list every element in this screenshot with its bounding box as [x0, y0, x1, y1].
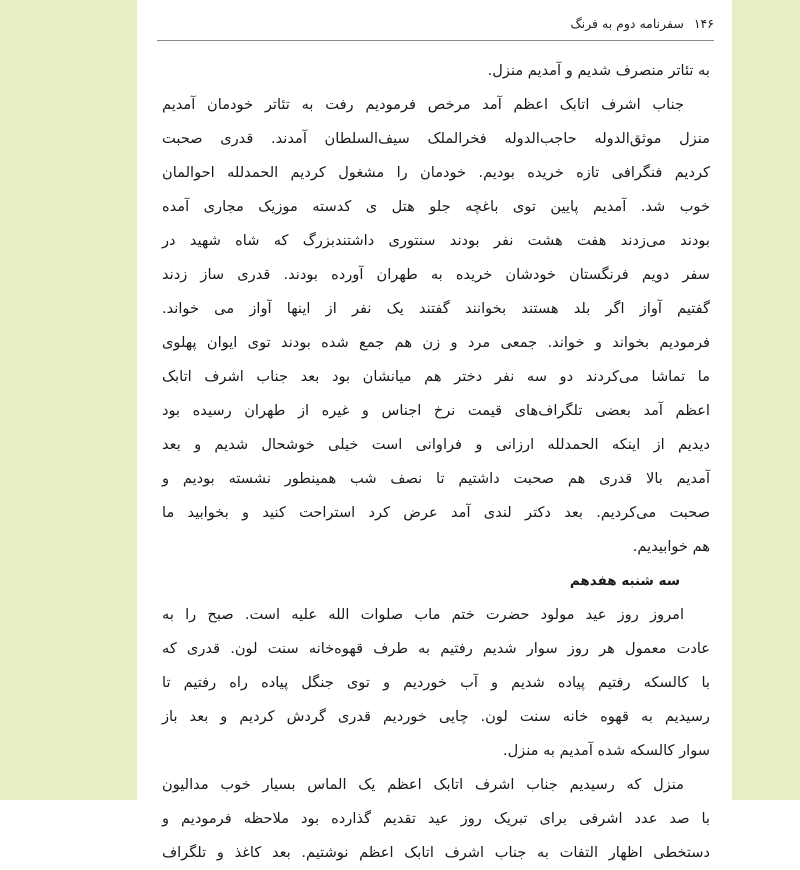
page-number: ۱۴۶: [693, 16, 714, 31]
text-line: هم خوابیدیم.: [632, 538, 710, 555]
page-margin-right: [732, 0, 800, 800]
book-page: [137, 0, 732, 861]
text-line: صحبت می‌کردیم. بعد دکتر لندی آمد عرض کرد استراحت کنید و بخوابید ما: [162, 504, 710, 521]
text-line: بودند می‌زدند هفت هشت نفر بودند سنتوری داشتندبزرگ که شاه شهید در: [162, 232, 710, 249]
text-line: امروز روز عید مولود حضرت ختم ماب صلوات الله علیه است. صبح را به: [162, 606, 684, 623]
running-header: [157, 16, 714, 31]
text-line: خوب شد. آمدیم پایین توی باغچه جلو هتل ی کدسته موزیک مجاری آمده: [162, 198, 710, 215]
text-line: منزل موثق‌الدوله حاجب‌الدوله فخرالملک سیف‌السلطان آمدند. قدری صحبت: [162, 130, 710, 147]
running-title: سفرنامه دوم به فرنگ: [570, 16, 684, 31]
section-heading: سه شنبه هفدهم: [569, 573, 680, 589]
text-line: آمدیم بالا قدری هم صحبت داشتیم تا نصف شب همینطور نشسته بودیم و: [162, 470, 710, 487]
text-line: جناب اشرف اتابک اعظم آمد مرخص فرمودیم رفت به تئاتر خودمان آمدیم: [162, 96, 684, 113]
text-line: عادت معمول هر روز سوار شدیم رفتیم به طرف قهوه‌خانه سنت لون. قدری که: [162, 640, 710, 657]
text-line: به تئاتر منصرف شدیم و آمدیم منزل.: [487, 62, 710, 79]
text-line: منزل که رسیدیم جناب اشرف اتابک اعظم یک الماس بسیار خوب مدالیون: [162, 776, 684, 793]
text-line: رسیدیم به قهوه خانه سنت لون. چایی خوردیم قدری گردش کردیم و بعد باز: [162, 708, 710, 725]
text-line: گفتیم آواز اگر بلد هستند بخوانند گفتند یک نفر از اینها آواز می خواند.: [162, 300, 710, 317]
text-line: ما تماشا می‌کردند دو سه نفر دختر هم میانشان بود بعد جناب اشرف اتابک: [162, 368, 710, 385]
text-line: فرمودیم بخواند و خواند. جمعی مرد و زن هم جمع شده بودند توی ایوان پهلوی: [162, 334, 710, 351]
text-line: سوار کالسکه شده آمدیم به منزل.: [502, 742, 710, 759]
text-line: کردیم فنگرافی تازه خریده بودیم. خودمان را مشغول کردیم الحمدلله احوالمان: [162, 164, 710, 181]
text-line: سفر دویم فرنگستان خودشان خریده به طهران آورده بودند. قدری ساز زدند: [162, 266, 710, 283]
header-divider: [157, 40, 714, 41]
text-line: با کالسکه رفتیم پیاده شدیم و آب خوردیم و توی جنگل پیاده راه رفتیم تا: [162, 674, 710, 691]
text-line: با صد عدد اشرفی برای تبریک روز عید تقدیم گذارده بود ملاحظه فرمودیم و: [162, 810, 710, 827]
page-body-text: [162, 54, 710, 870]
page-margin-left: [0, 0, 137, 800]
text-line: دستخطی اظهار التفات به جناب اشرف اتابک اعظم نوشتیم. بعد کاغذ و تلگراف: [162, 844, 710, 861]
text-line: اعظم آمد بعضی تلگراف‌های قیمت نرخ اجناس و غیره از طهران رسیده بود: [162, 402, 710, 419]
text-line: دیدیم از اینکه الحمدلله ارزانی و فراوانی است خیلی خوشحال شدیم و بعد: [162, 436, 710, 453]
